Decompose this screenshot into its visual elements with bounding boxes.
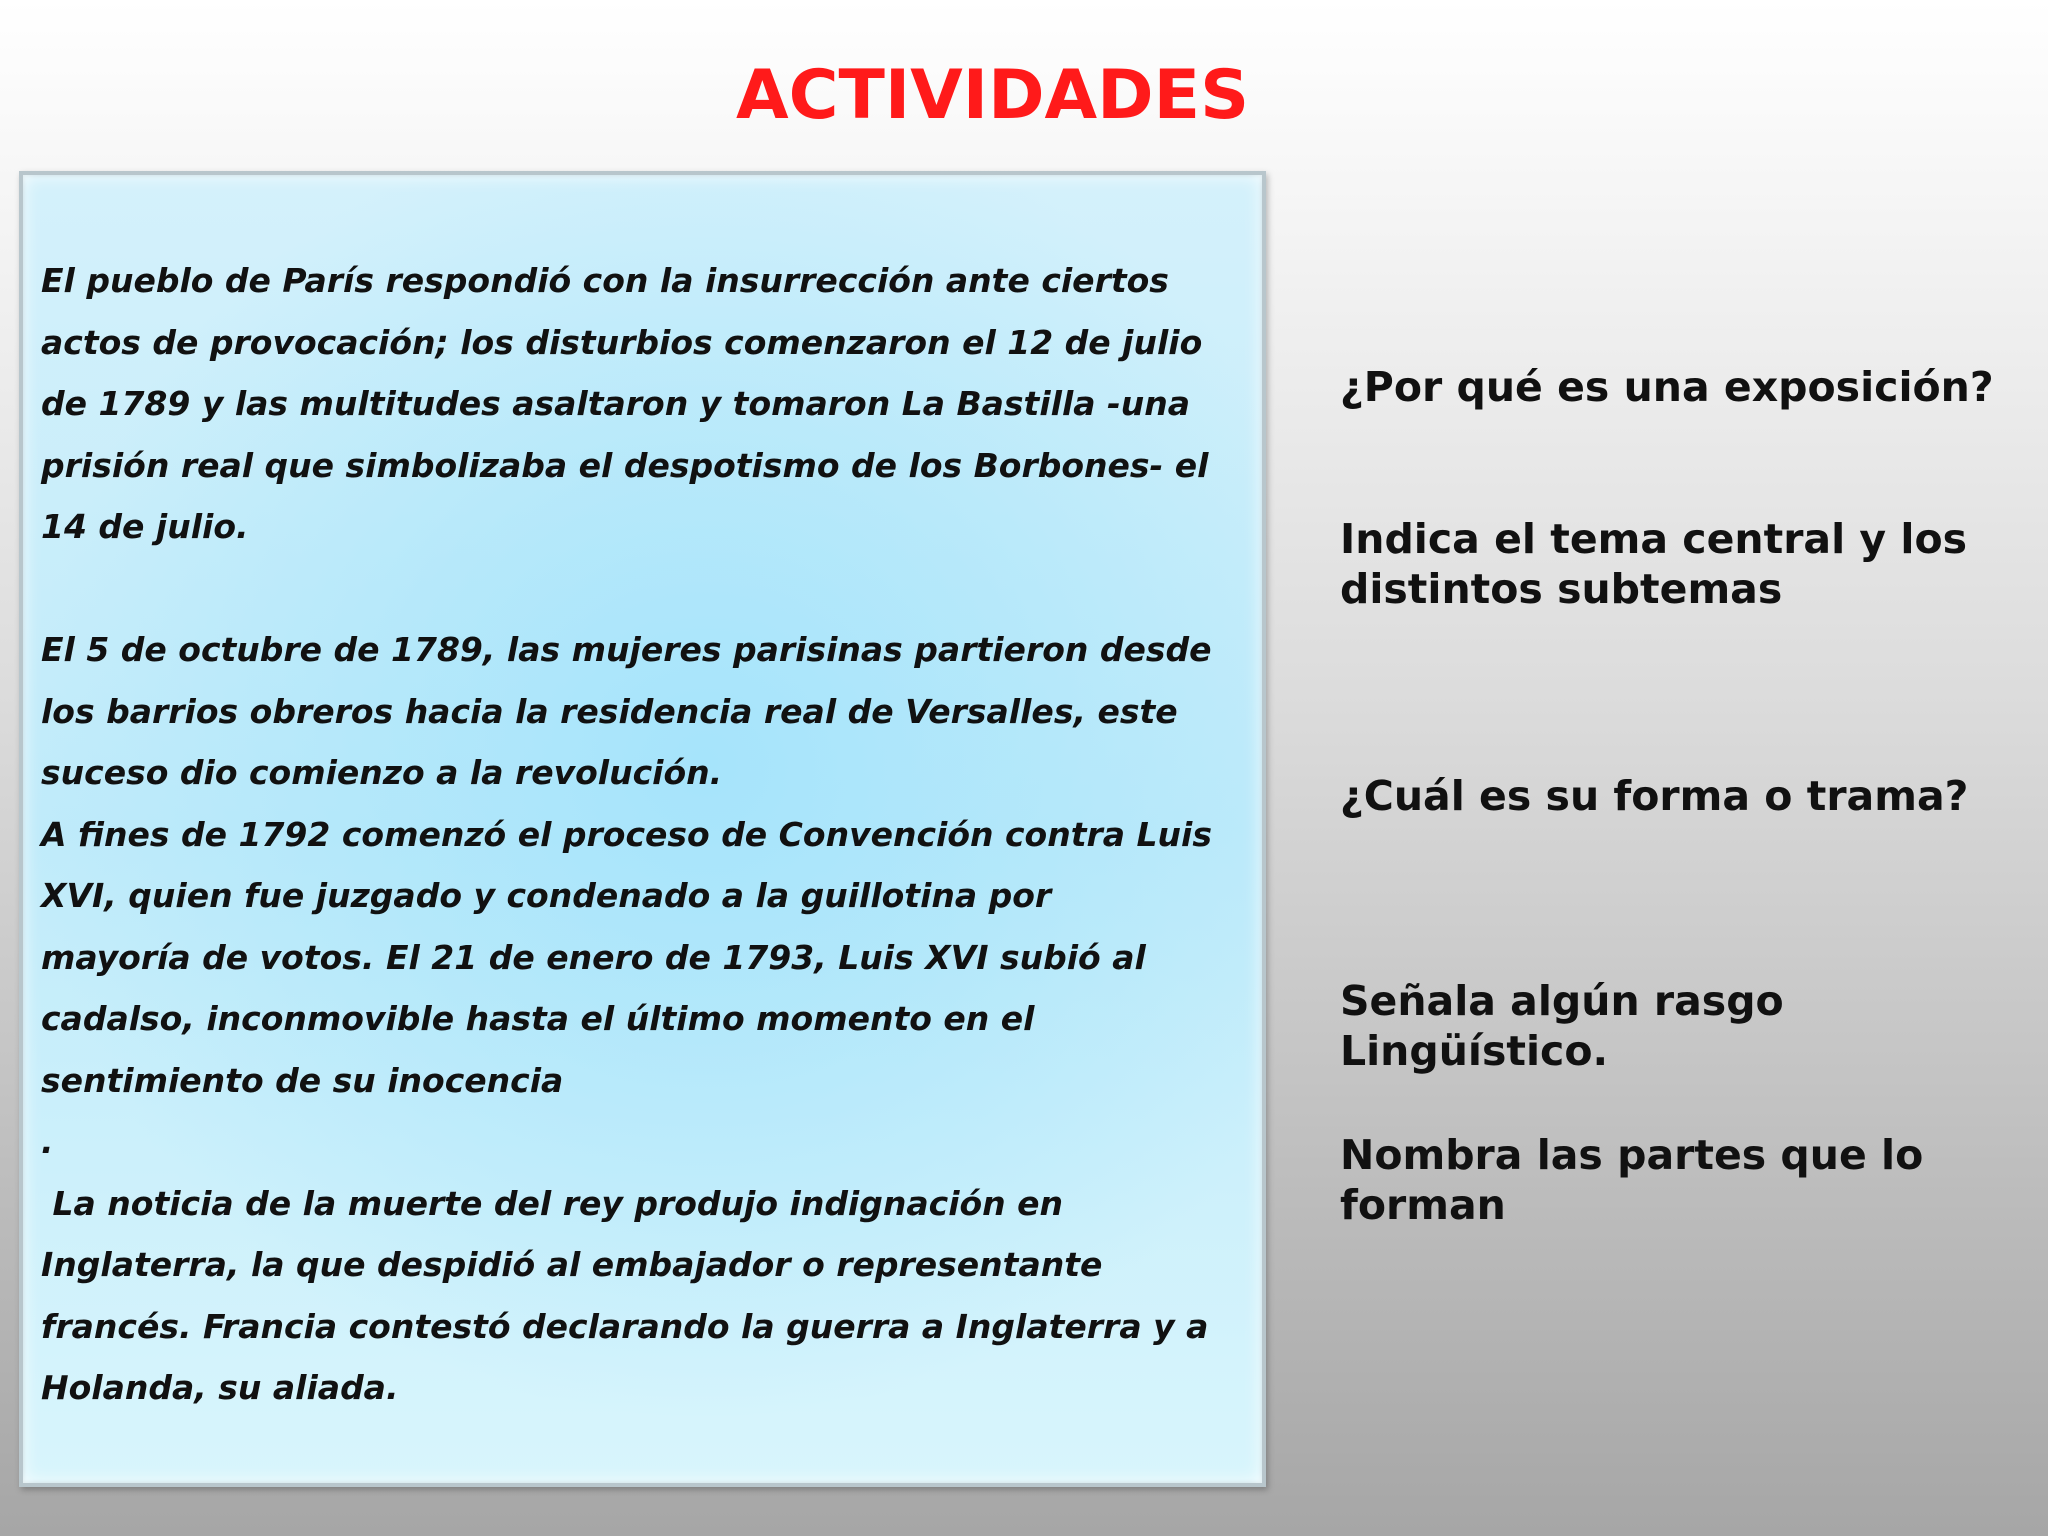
reading-passage (41, 250, 1261, 1419)
question-text: Señala algún rasgo (1340, 977, 1784, 1025)
passage-line: francés. Francia contestó declarando la guerra a Inglaterra y a (41, 1306, 1209, 1346)
passage-line: sentimiento de su inocencia (41, 1060, 564, 1100)
passage-line: 14 de julio. (41, 507, 249, 546)
passage-line: de 1789 y las multitudes asaltaron y tomaron La Bastilla -una (41, 384, 1190, 423)
passage-line: El 5 de octubre de 1789, las mujeres parisinas partieron desde (41, 630, 1212, 669)
question-text: Nombra las partes que lo (1340, 1131, 1924, 1179)
question-parts (1340, 1130, 1923, 1230)
question-form (1340, 771, 1968, 821)
passage-line: . (41, 1122, 54, 1161)
question-exposition (1340, 362, 1994, 412)
passage-line: XVI, quien fue juzgado y condenado a la guillotina por (41, 876, 1052, 915)
paragraph-gap (41, 558, 1261, 620)
passage-line: actos de provocación; los disturbios comenzaron el 12 de julio (41, 322, 1203, 362)
passage-line: mayoría de votos. El 21 de enero de 1793, Luis XVI subió al (41, 937, 1146, 977)
question-text: ¿Cuál es su forma o trama? (1340, 772, 1969, 820)
passage-line: suceso dio comienzo a la revolución. (41, 753, 723, 792)
question-linguistic-feature (1340, 976, 1784, 1076)
question-central-theme (1340, 514, 1967, 614)
question-text: forman (1340, 1181, 1506, 1229)
passage-line: Inglaterra, la que despidió al embajador o representante (41, 1245, 1103, 1284)
passage-line: Holanda, su aliada. (41, 1368, 399, 1407)
passage-line: prisión real que simbolizaba el despotismo de los Borbones- el (41, 445, 1209, 485)
question-text: ¿Por qué es una exposición? (1340, 363, 1994, 411)
passage-line: A fines de 1792 comenzó el proceso de Convención contra Luis (41, 814, 1212, 854)
passage-line: los barrios obreros hacia la residencia real de Versalles, este (41, 691, 1178, 731)
passage-line: El pueblo de París respondió con la insurrección ante ciertos (41, 261, 1169, 300)
slide-title: ACTIVIDADES (735, 56, 1250, 135)
question-text: Indica el tema central y los (1340, 515, 1968, 563)
passage-line: cadalso, inconmovible hasta el último momento en el (41, 999, 1035, 1038)
passage-line: La noticia de la muerte del rey produjo indignación en (41, 1183, 1064, 1223)
question-text: distintos subtemas (1340, 565, 1783, 613)
reading-passage-panel (19, 171, 1266, 1487)
question-text: Lingüístico. (1340, 1027, 1609, 1075)
